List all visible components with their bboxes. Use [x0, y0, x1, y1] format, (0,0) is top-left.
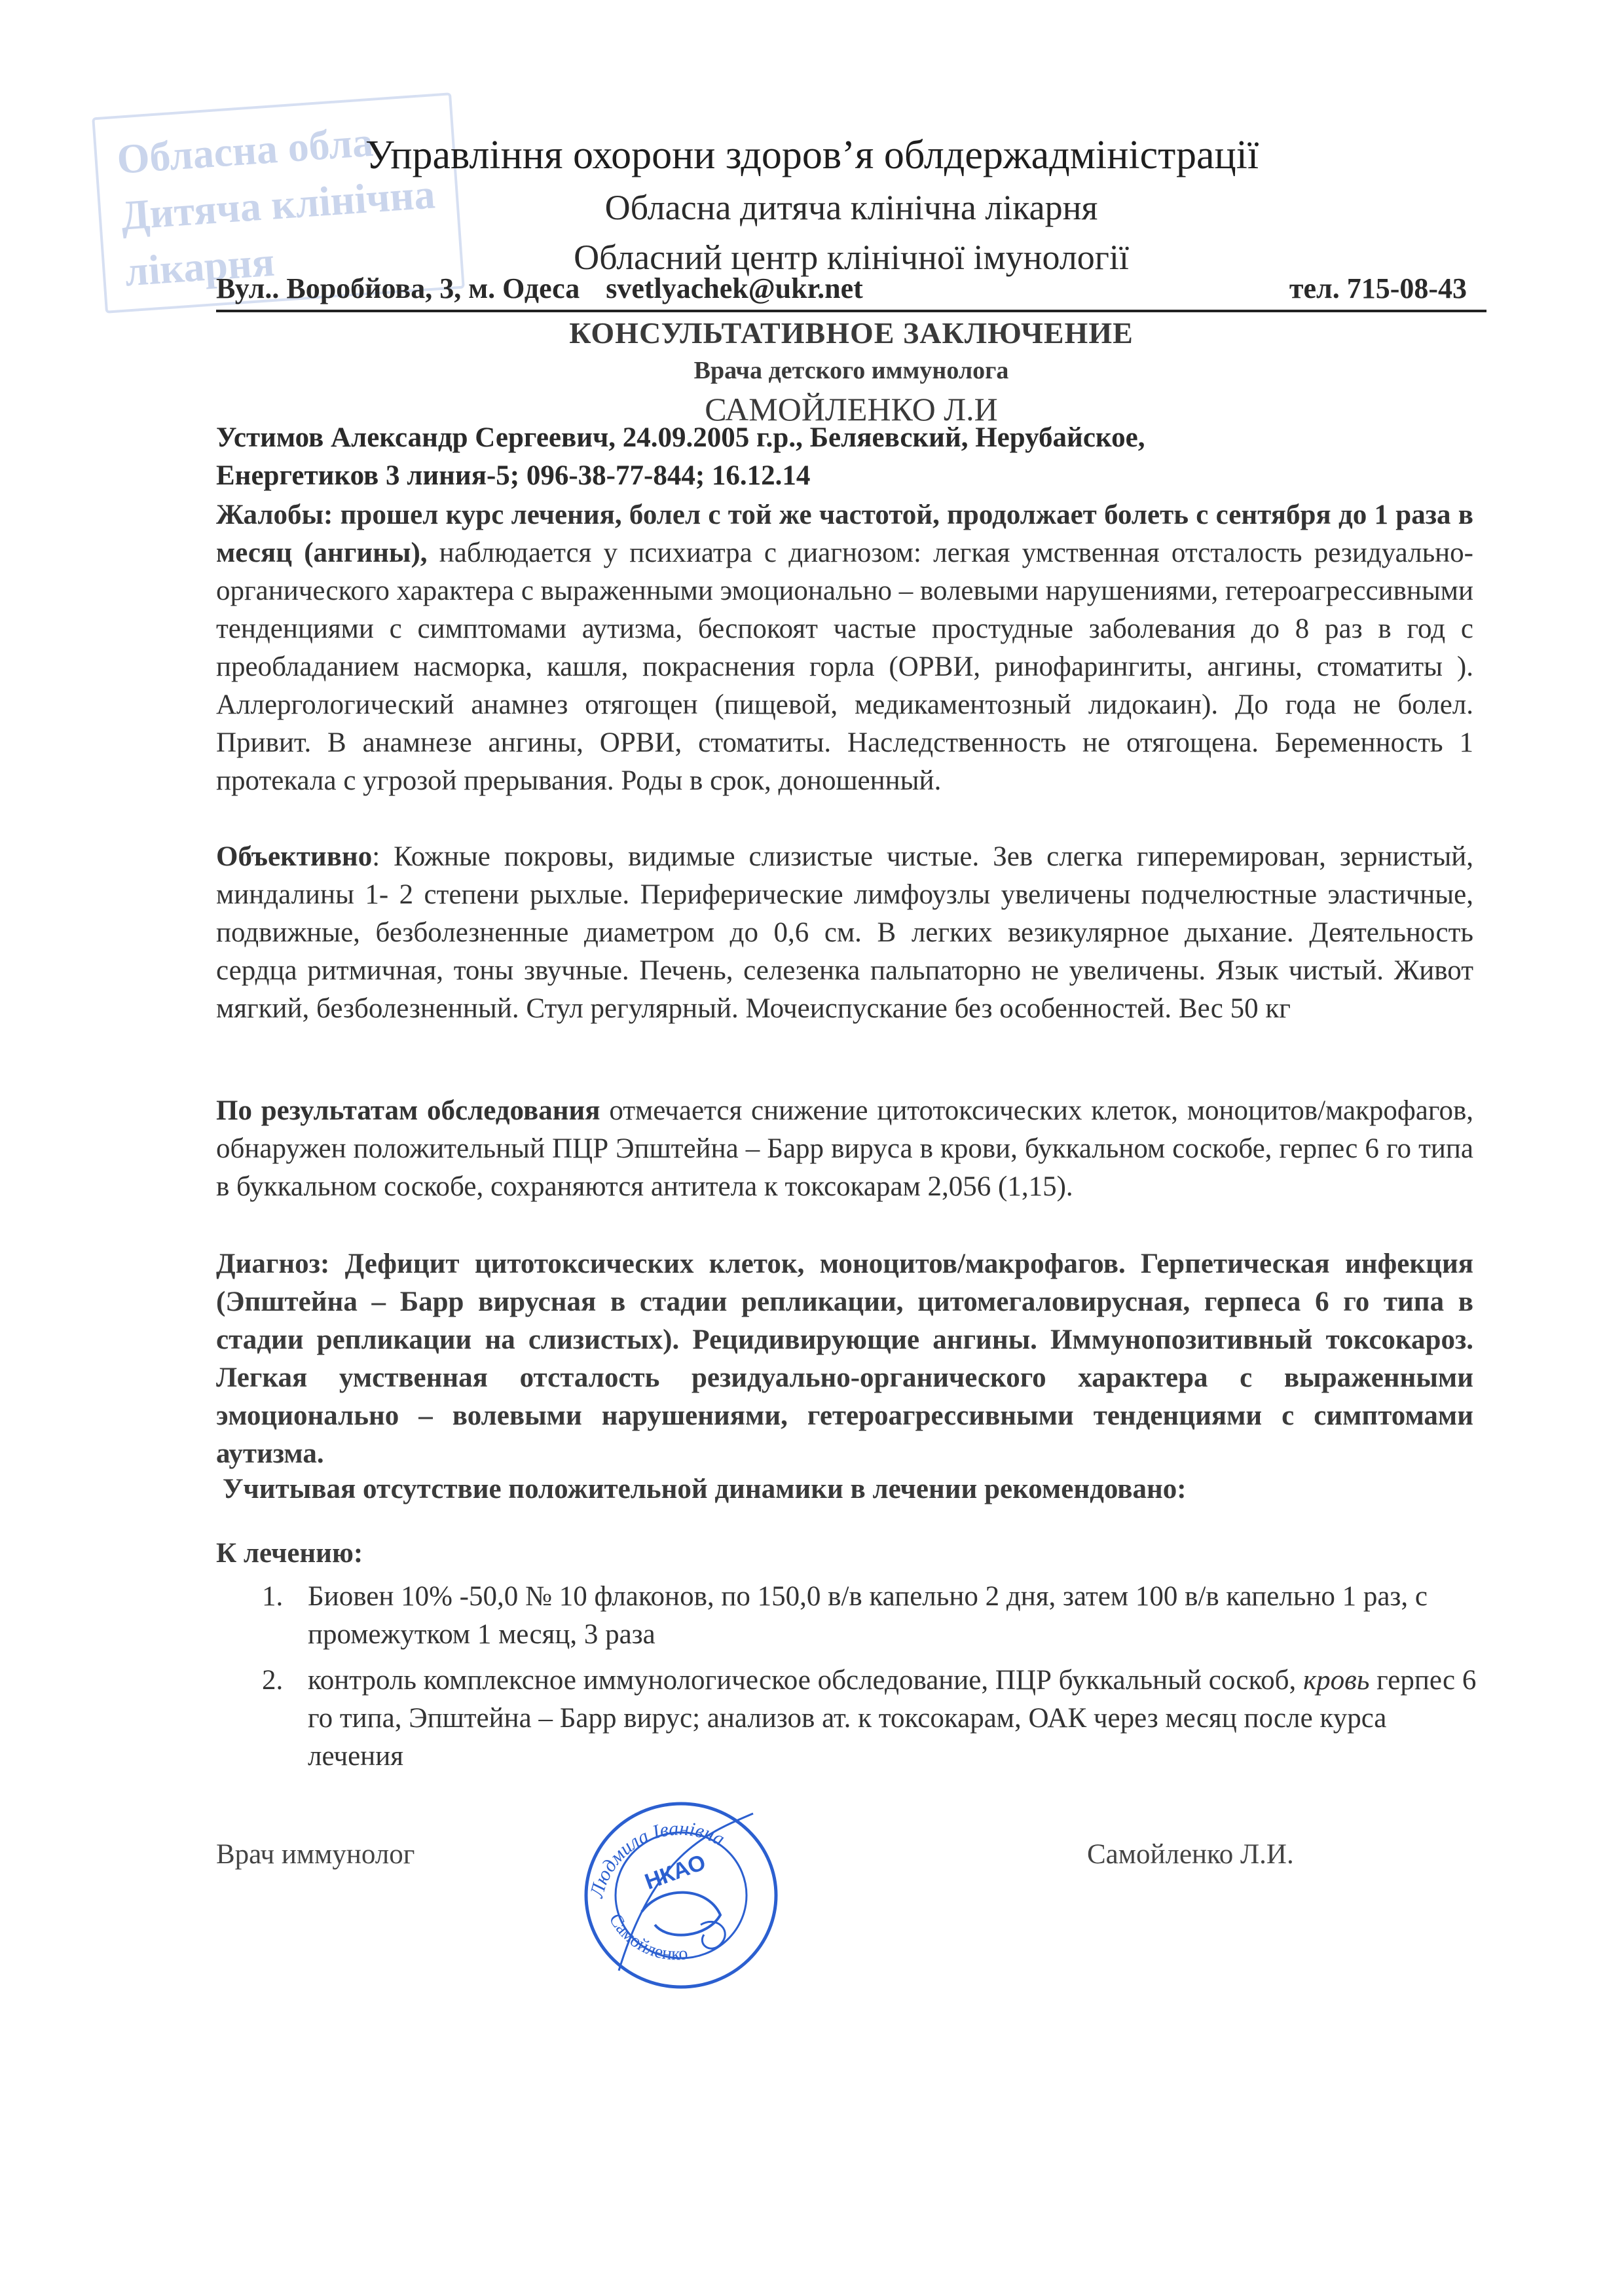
treatment-list	[249, 1578, 1480, 1783]
treatment-item-italic: кровь	[1303, 1665, 1370, 1696]
results-section	[216, 1092, 1473, 1206]
letterhead	[196, 128, 1428, 282]
objective-text: : Кожные покровы, видимые слизистые чистые. Зев слегка гиперемирован, зернистый, миндалины 1- 2 степени рыхлые. Периферические лимфоузлы увеличены подчелюстные эластичные, подвижные, безболезненные диаметром до 0,6 см. В легких везикулярное дыхание. Деятельность сердца ритмичная, тоны звучные. Печень, селезенка пальпаторно не увеличены. Язык чистый. Живот мягкий, безболезненный. Стул регулярный. Мочеиспускание без особенностей. Вес 50 кг	[216, 841, 1473, 1024]
address-block	[216, 272, 863, 305]
doctor-name-title: САМОЙЛЕНКО Л.И	[705, 391, 998, 428]
patient-info	[216, 419, 1473, 495]
objective-label: Объективно	[216, 841, 373, 872]
objective-section	[216, 838, 1473, 1028]
address: Вул.. Воробйова, 3, м. Одеса	[216, 272, 580, 304]
treatment-item-text-a: контроль комплексное иммунологическое обследование, ПЦР буккальный соскоб,	[308, 1665, 1297, 1696]
seal-name-bottom: Самойленко	[604, 1910, 689, 1965]
phone: тел. 715-08-43	[1289, 272, 1467, 304]
svg-text:Самойленко	[605, 1910, 689, 1965]
treatment-item	[249, 1578, 1480, 1654]
patient-line-1: Устимов Александр Сергеевич, 24.09.2005 г.р., Беляевский, Нерубайское,	[216, 422, 1145, 453]
complaints-text: наблюдается у психиатра с диагнозом: легкая умственная отсталость резидуально- органического характера с выраженными эмоционально – волевыми нарушениями, гетероагрессивными тенденциями с симптомами аутизма, беспокоят частые простудные заболевания до 8 раз в год с преобладанием насморка, кашля, покраснения горла (ОРВИ, ринофарингиты, ангины, стоматиты ). Аллергологический анамнез отягощен (пищевой, медикаментозный лидокаин). До года не болел. Привит. В анамнезе ангины, ОРВИ, стоматиты. Наследственность не отягощена. Беременность 1 протекала с угрозой прерывания. Роды в срок, доношенный.	[216, 538, 1474, 796]
treatment-heading: К лечению:	[216, 1538, 363, 1569]
letterhead-hospital: Обласна дитяча клінічна лікарня	[604, 188, 1098, 227]
treatment-item-number: 2.	[262, 1665, 284, 1696]
seal-center-text: НКАО	[641, 1850, 709, 1895]
document-title: КОНСУЛЬТАТИВНОЕ ЗАКЛЮЧЕНИЕ	[569, 316, 1134, 350]
treatment-item-text-b: герпес 6 го типа, Эпштейна – Барр вирус; анализов ат. к токсокарам, ОАК через месяц после курса лечения	[308, 1665, 1477, 1772]
seal-name-top: Людмила Іванівна	[585, 1817, 729, 1900]
contact-line	[216, 272, 1486, 312]
recommendation-line: Учитывая отсутствие положительной динамики в лечении рекомендовано:	[223, 1474, 1187, 1504]
results-label: По результатам обследования	[216, 1095, 600, 1126]
complaints-label: Жалобы:	[216, 500, 333, 530]
patient-line-2: Енергетиков 3 линия-5; 096-38-77-844; 16.12.14	[216, 460, 811, 491]
doctor-seal-icon	[557, 1774, 799, 2010]
complaints-section	[216, 496, 1473, 800]
stamp-line-2: Дитяча клінічна	[119, 170, 437, 239]
treatment-item-text: Биовен 10% -50,0 № 10 флаконов, по 150,0 в/в капельно 2 дня, затем 100 в/в капельно 1 раз, с промежутком 1 месяц, 3 раза	[308, 1581, 1428, 1650]
diagnosis-section: Диагноз: Дефицит цитотоксических клеток, моноцитов/макрофагов. Герпетическая инфекция (Эпштейна – Барр вирусная в стадии репликации, цитомегаловирусная, герпеса 6 го типа в стадии репликации на слизистых). Рецидивирующие ангины. Иммунопозитивный токсокароз. Легкая умственная отсталость резидуально-органического характера с выраженными эмоционально – волевыми нарушениями, гетероагрессивными тенденциями с симптомами аутизма.	[216, 1248, 1473, 1469]
signature-name: Самойленко Л.И.	[1087, 1839, 1294, 1870]
letterhead-center: Обласний центр клінічної імунології	[574, 238, 1129, 277]
stamp-line-1: Обласна обла	[115, 118, 375, 183]
letterhead-ministry: Управління охорони здоров’я облдержадміністрації	[365, 133, 1259, 177]
treatment-item	[249, 1662, 1480, 1776]
stamp-line-3: лікарня	[123, 238, 276, 295]
treatment-item-number: 1.	[262, 1581, 284, 1612]
complaints-bold: прошел курс лечения, болел с той же частотой, продолжает болеть с сентября до 1 раза в месяц (ангины),	[216, 500, 1473, 568]
results-text: отмечается снижение цитотоксических клеток, моноцитов/макрофагов, обнаружен положительный ПЦР Эпштейна – Барр вируса в крови, буккальном соскобе, герпес 6 го типа в буккальном соскобе, сохраняются антитела к токсокарам 2,056 (1,15).	[216, 1095, 1473, 1202]
email: svetlyachek@ukr.net	[606, 272, 863, 304]
document-subtitle: Врача детского иммунолога	[693, 357, 1009, 384]
signature-role: Врач иммунолог	[216, 1839, 415, 1870]
